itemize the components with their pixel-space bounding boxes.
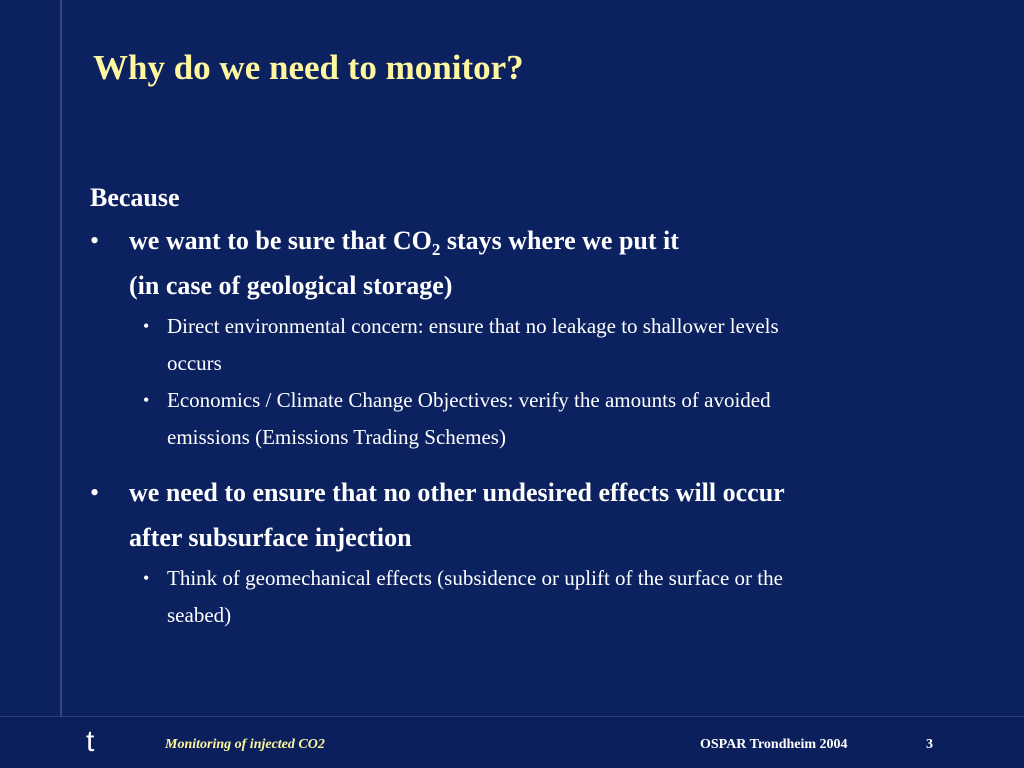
- bullet-marker: •: [90, 226, 100, 255]
- sub-bullet-1-1-line-1: Direct environmental concern: ensure that no leakage to shallower levels: [167, 314, 779, 338]
- slide-body: [90, 180, 960, 634]
- sub-bullet-marker: •: [143, 316, 150, 336]
- sub-bullet-2-1: [90, 560, 960, 634]
- co2-subscript: 2: [431, 240, 441, 259]
- bullet-point-1: [90, 218, 960, 308]
- sub-bullet-1-1: [90, 308, 960, 382]
- sub-bullet-marker: •: [143, 568, 150, 588]
- bullet-point-1-text-suffix: stays where we put it: [440, 226, 679, 255]
- bullet-marker: •: [90, 478, 100, 507]
- footer-event-name: OSPAR Trondheim 2004: [700, 737, 848, 752]
- bullet-point-1-text-prefix: we want to be sure that CO: [129, 226, 432, 255]
- bullet-point-2-line-1: we need to ensure that no other undesired effects will occur: [129, 478, 785, 507]
- spacer: [90, 456, 960, 470]
- sub-bullet-1-2-line-1: Economics / Climate Change Objectives: verify the amounts of avoided: [167, 388, 771, 412]
- vertical-divider-line: [60, 0, 62, 716]
- company-logo: t: [86, 725, 95, 758]
- slide-footer: [0, 716, 1024, 768]
- slide-title: Why do we need to monitor?: [93, 48, 524, 87]
- slide-page-number: 3: [926, 737, 933, 752]
- sub-bullet-1-1-line-2: occurs: [167, 351, 222, 375]
- sub-bullet-2-1-line-1: Think of geomechanical effects (subsidence or uplift of the surface or the: [167, 566, 783, 590]
- sub-bullet-1-2-line-2: emissions (Emissions Trading Schemes): [167, 425, 506, 449]
- sub-bullet-1-2: [90, 382, 960, 456]
- footer-presentation-title: Monitoring of injected CO2: [165, 737, 325, 752]
- bullet-point-1-line-1: [129, 218, 960, 263]
- sub-bullet-2-1-line-2: seabed): [167, 603, 232, 627]
- bullet-point-2-line-2: after subsurface injection: [129, 523, 412, 552]
- lead-text: Because: [90, 183, 180, 212]
- bullet-point-2: [90, 470, 960, 560]
- sub-bullet-marker: •: [143, 390, 150, 410]
- bullet-point-1-line-2: (in case of geological storage): [129, 271, 453, 300]
